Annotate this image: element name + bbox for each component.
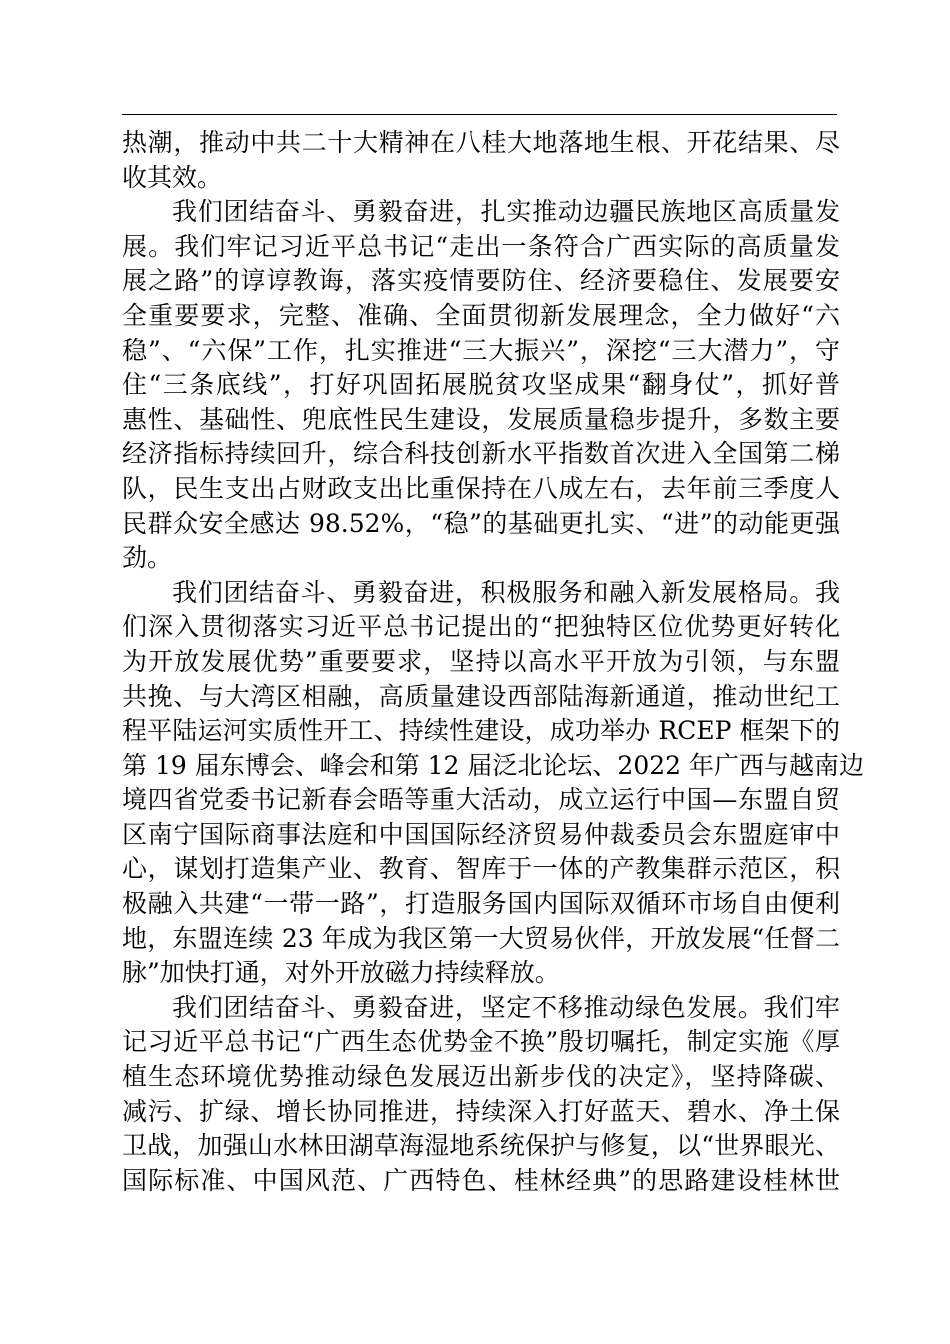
- paragraph-3-line-6: 第 19 届东博会、峰会和第 12 届泛北论坛、2022 年广西与越南边: [122, 750, 864, 780]
- paragraph-4-line-4: 减污、扩绿、增长协同推进，持续深入打好蓝天、碧水、净土保: [122, 1096, 840, 1126]
- body-text: [122, 126, 864, 1198]
- paragraph-3-line-4: 共挽、与大湾区相融，高质量建设西部陆海新通道，推动世纪工: [122, 681, 840, 711]
- paragraph-2-line-6: 住“三条底线”，打好巩固拓展脱贫攻坚成果“翻身仗”，抓好普: [122, 370, 840, 400]
- paragraph-4-line-3: 植生态环境优势推动绿色发展迈出新步伐的决定》，坚持降碳、: [122, 1062, 840, 1092]
- paragraph-2-line-10: 民群众安全感达 98.52%，“稳”的基础更扎实、“进”的动能更强: [122, 508, 840, 538]
- paragraph-3-line-2: 们深入贯彻落实习近平总书记提出的“把独特区位优势更好转化: [122, 612, 840, 642]
- header-rule: [122, 114, 837, 115]
- paragraph-2-line-9: 队，民生支出占财政支出比重保持在八成左右，去年前三季度人: [122, 473, 840, 503]
- paragraph-3-line-8: 区南宁国际商事法庭和中国国际经济贸易仲裁委员会东盟庭审中: [122, 819, 840, 849]
- paragraph-2-line-11: 劲。: [122, 543, 173, 573]
- paragraph-3-line-3: 为开放发展优势”重要要求，坚持以高水平开放为引领，与东盟: [122, 646, 840, 676]
- paragraph-1-line-2: 收其效。: [122, 162, 223, 192]
- paragraph-3-line-9: 心，谋划打造集产业、教育、智库于一体的产教集群示范区，积: [122, 854, 840, 884]
- paragraph-4-line-2: 记习近平总书记“广西生态优势金不换”殷切嘱托，制定实施《厚: [122, 1027, 840, 1057]
- paragraph-2-line-5: 稳”、“六保”工作，扎实推进“三大振兴”，深挖“三大潜力”，守: [122, 335, 840, 365]
- paragraph-4-line-6: 国际标准、中国风范、广西特色、桂林经典”的思路建设桂林世: [122, 1165, 840, 1195]
- paragraph-4-line-1: 我们团结奋斗、勇毅奋进，坚定不移推动绿色发展。我们牢: [172, 992, 840, 1022]
- paragraph-2-line-2: 展。我们牢记习近平总书记“走出一条符合广西实际的高质量发: [122, 231, 840, 261]
- paragraph-3-line-11: 地，东盟连续 23 年成为我区第一大贸易伙伴，开放发展“任督二: [122, 923, 840, 953]
- paragraph-3-line-5: 程平陆运河实质性开工、持续性建设，成功举办 RCEP 框架下的: [122, 716, 840, 746]
- paragraph-2-line-8: 经济指标持续回升，综合科技创新水平指数首次进入全国第二梯: [122, 439, 840, 469]
- paragraph-4-line-5: 卫战，加强山水林田湖草海湿地系统保护与修复，以“世界眼光、: [122, 1131, 840, 1161]
- paragraph-3-line-1: 我们团结奋斗、勇毅奋进，积极服务和融入新发展格局。我: [172, 577, 840, 607]
- paragraph-3-line-10: 极融入共建“一带一路”，打造服务国内国际双循环市场自由便利: [122, 889, 840, 919]
- paragraph-3-line-7: 境四省党委书记新春会晤等重大活动，成立运行中国—东盟自贸: [122, 785, 840, 815]
- paragraph-2-line-3: 展之路”的谆谆教诲，落实疫情要防住、经济要稳住、发展要安: [122, 266, 840, 296]
- paragraph-1-line-1: 热潮，推动中共二十大精神在八桂大地落地生根、开花结果、尽: [122, 128, 840, 157]
- paragraph-2-line-7: 惠性、基础性、兜底性民生建设，发展质量稳步提升，多数主要: [122, 404, 840, 434]
- paragraph-3-line-12: 脉”加快打通，对外开放磁力持续释放。: [122, 958, 560, 988]
- paragraph-2-line-4: 全重要要求，完整、准确、全面贯彻新发展理念，全力做好“六: [122, 300, 840, 330]
- paragraph-2-line-1: 我们团结奋斗、勇毅奋进，扎实推动边疆民族地区高质量发: [172, 197, 840, 227]
